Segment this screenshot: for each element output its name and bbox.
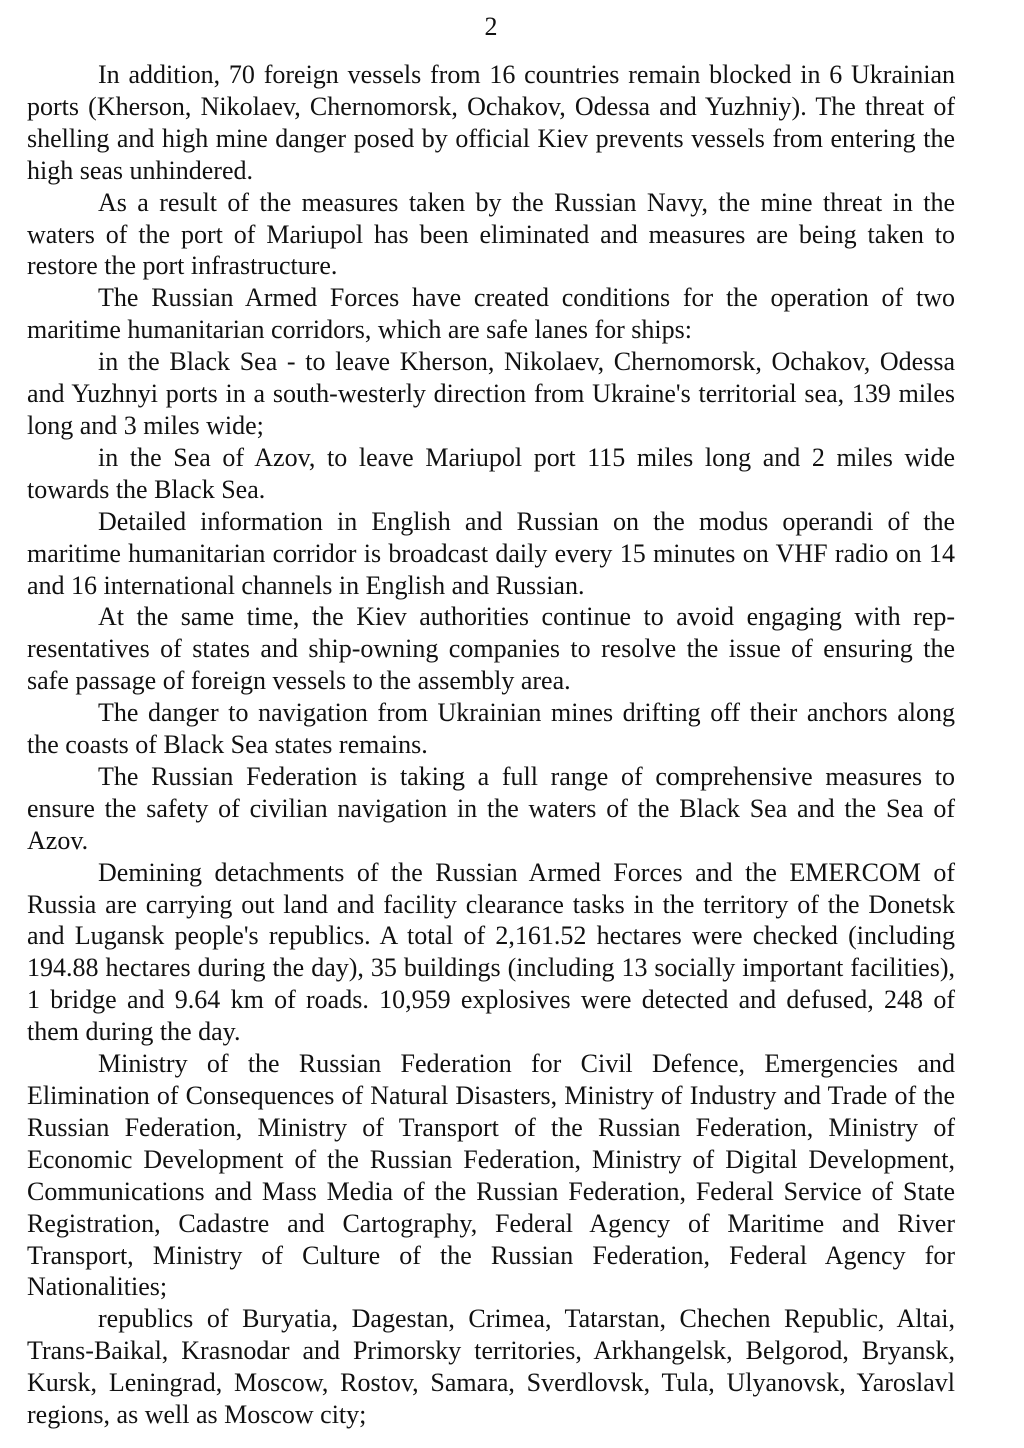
paragraph-blocked-vessels: In addition, 70 foreign vessels from 16 countries remain blocked in 6 Ukrainian ports (Kherson, Nikolaev, Chernomorsk, Ochakov, Odessa and Yuzhniy). The threat of shelling and high mine danger posed by official Kiev prevents vessels from entering the high seas unhindered. [27,60,955,185]
paragraph-drifting-mines: The danger to navigation from Ukrainian mines drifting off their anchors along the coasts of Black Sea states remains. [27,698,955,760]
paragraph-ministries: Ministry of the Russian Federation for Civil Defence, Emergencies and Elimination of Consequences of Natural Disasters, Ministry of Industry and Trade of the Russian Federation, Ministry of Transport of the Russian Federation, Ministry of Economic Development of the Russian Federation, Ministry of Digital Development, Communications and Mass Media of the Russian Federation, Federal Service of State Registration, Cadastre and Cartography, Federal Agency of Maritime and River Transport, Ministry of Culture of the Russian Federation, Federal Agency for Nationalities; [27,1049,955,1302]
paragraph-republics-regions: republics of Buryatia, Dagestan, Crimea, Tatarstan, Chechen Republic, Altai, Trans-Baikal, Krasnodar and Primorsky territories, Arkhangelsk, Belgorod, Bryansk, Kursk, Leningrad, Moscow, Rostov, Samara, Sverdlovsk, Tula, Ulyanovsk, Yaroslavl regions, as well as Moscow city; [27,1304,955,1430]
paragraph-mariupol-mine-threat: As a result of the measures taken by the Russian Navy, the mine threat in the waters of the port of Mariupol has been eliminated and measures are being taken to restore the port infrastructure. [27,187,955,281]
paragraph-demining: Demining detachments of the Russian Armed Forces and the EMERCOM of Russia are carrying out land and facility clearance tasks in the territory of the Donetsk and Lugansk people's republics. A total of 2,161.52 hectares were checked (including 194.88 hectares during the day), 35 buildings (including 13 socially important facilities), 1 bridge and 9.64 km of roads. 10,959 explosives were detected and defused, 248 of them during the day. [27,857,955,1047]
paragraph-black-sea-corridor: in the Black Sea - to leave Kherson, Nikolaev, Chernomorsk, Ochakov, Odessa and Yuzhnyi ports in a south-westerly direction from Ukraine's territorial sea, 139 miles long and 3 miles wide; [27,347,955,440]
document-page [27,0,955,1448]
paragraph-vhf-broadcast: Detailed information in English and Russian on the modus operandi of the maritime humanitarian corridor is broadcast daily every 15 minutes on VHF radio on 14 and 16 international channels in English and Russian. [27,506,955,600]
paragraph-azov-corridor: in the Sea of Azov, to leave Mariupol port 115 miles long and 2 miles wide towards the Black Sea. [27,442,955,504]
paragraph-navigation-safety: The Russian Federation is taking a full range of comprehensive measures to ensure the safety of civilian navigation in the waters of the Black Sea and the Sea of Azov. [27,761,955,855]
paragraph-humanitarian-corridors: The Russian Armed Forces have created conditions for the operation of two maritime humanitarian corridors, which are safe lanes for ships: [27,283,955,345]
page-number: 2 [484,12,498,41]
paragraph-kiev-authorities: At the same time, the Kiev authorities continue to avoid engaging with representatives of states and ship-owning companies to resolve the issue of ensuring the safe passage of foreign vessels to the assembly area. [27,602,955,696]
